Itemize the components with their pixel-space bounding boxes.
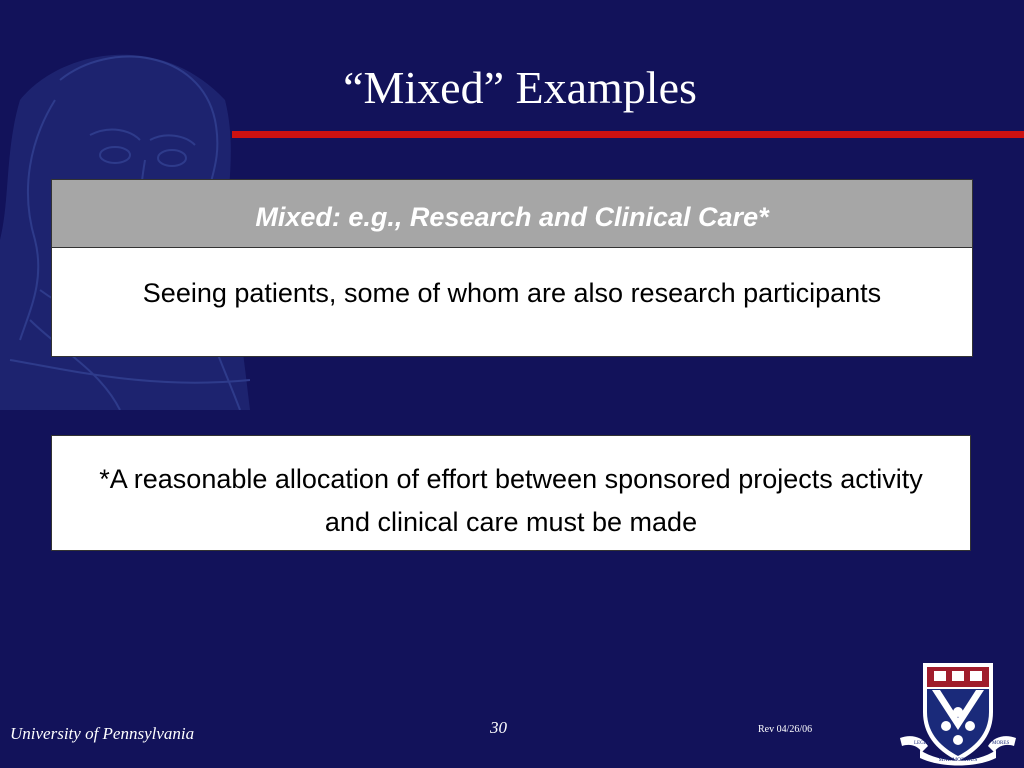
title-underline-rule xyxy=(232,131,1024,138)
seal-motto-bottom: SINE MORIBUS xyxy=(938,757,978,763)
slide-title: “Mixed” Examples xyxy=(343,62,697,113)
penn-shield-logo xyxy=(896,660,1020,766)
revision-date: Rev 04/26/06 xyxy=(758,724,813,735)
footnote-box: *A reasonable allocation of effort between sponsored projects activity and clinical care must be made xyxy=(51,435,971,551)
mixed-example-table xyxy=(51,179,973,357)
table-header-cell: Mixed: e.g., Research and Clinical Care* xyxy=(52,180,972,248)
page-number: 30 xyxy=(490,718,507,737)
footer-institution: University of Pennsylvania xyxy=(10,724,195,743)
seal-motto-left: LEGES xyxy=(914,741,930,746)
seal-motto-right: MORES xyxy=(992,741,1010,746)
table-body-cell: Seeing patients, some of whom are also research participants xyxy=(142,278,882,308)
